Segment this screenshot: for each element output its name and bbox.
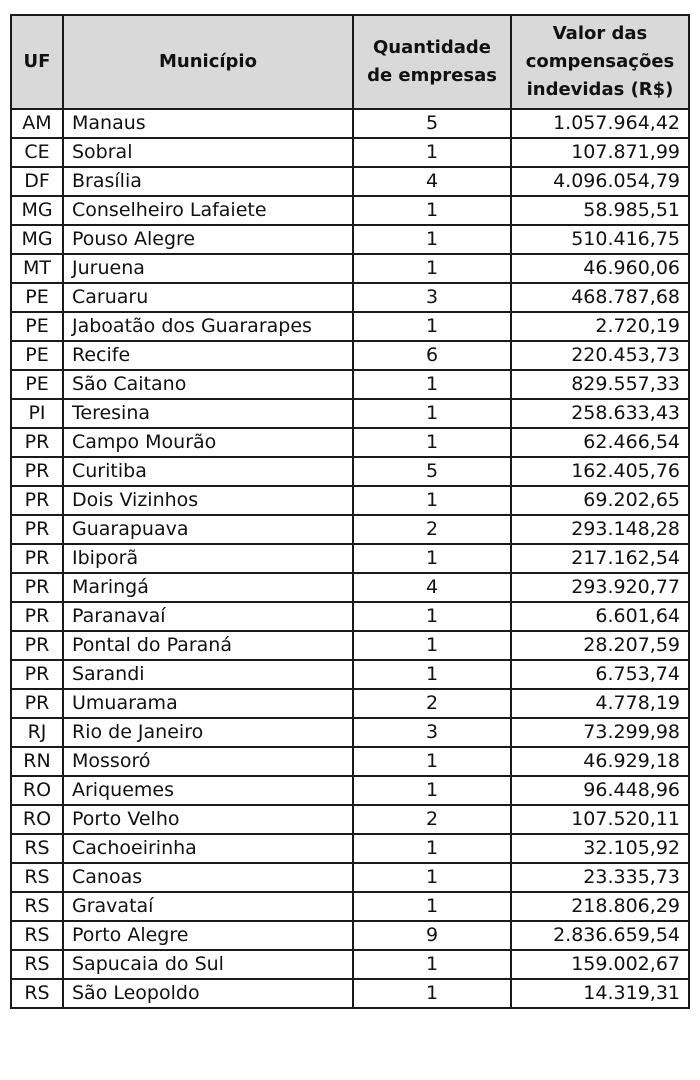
cell-valor: 23.335,73 xyxy=(511,863,689,892)
table-row xyxy=(11,138,689,167)
cell-valor: 258.633,43 xyxy=(511,399,689,428)
cell-municipio: Conselheiro Lafaiete xyxy=(63,196,353,225)
cell-quantidade: 1 xyxy=(353,428,511,457)
cell-quantidade: 5 xyxy=(353,457,511,486)
header-uf: UF xyxy=(11,15,63,109)
cell-uf: PR xyxy=(11,660,63,689)
cell-municipio: Manaus xyxy=(63,109,353,138)
header-quantidade-line2: de empresas xyxy=(367,65,497,86)
table-row xyxy=(11,921,689,950)
header-valor xyxy=(511,15,689,109)
header-quantidade-line1: Quantidade xyxy=(373,37,491,58)
cell-uf: PR xyxy=(11,631,63,660)
header-row xyxy=(11,15,689,109)
cell-valor: 468.787,68 xyxy=(511,283,689,312)
cell-quantidade: 3 xyxy=(353,718,511,747)
cell-municipio: Paranavaí xyxy=(63,602,353,631)
cell-valor: 293.920,77 xyxy=(511,573,689,602)
cell-quantidade: 1 xyxy=(353,254,511,283)
cell-municipio: Juruena xyxy=(63,254,353,283)
cell-municipio: Sarandi xyxy=(63,660,353,689)
cell-municipio: Mossoró xyxy=(63,747,353,776)
table-row xyxy=(11,950,689,979)
cell-quantidade: 1 xyxy=(353,312,511,341)
header-valor-line1: Valor das xyxy=(552,23,648,44)
cell-uf: MG xyxy=(11,225,63,254)
cell-quantidade: 4 xyxy=(353,167,511,196)
table-row xyxy=(11,718,689,747)
cell-uf: PE xyxy=(11,370,63,399)
table-row xyxy=(11,167,689,196)
cell-uf: RO xyxy=(11,805,63,834)
table-row xyxy=(11,283,689,312)
table-row xyxy=(11,776,689,805)
cell-quantidade: 2 xyxy=(353,515,511,544)
cell-valor: 73.299,98 xyxy=(511,718,689,747)
cell-valor: 217.162,54 xyxy=(511,544,689,573)
table-row xyxy=(11,341,689,370)
cell-quantidade: 1 xyxy=(353,950,511,979)
table-row xyxy=(11,428,689,457)
cell-municipio: Curitiba xyxy=(63,457,353,486)
cell-uf: RS xyxy=(11,950,63,979)
cell-uf: PE xyxy=(11,312,63,341)
table-row xyxy=(11,370,689,399)
cell-municipio: Pontal do Paraná xyxy=(63,631,353,660)
cell-quantidade: 4 xyxy=(353,573,511,602)
cell-municipio: Campo Mourão xyxy=(63,428,353,457)
cell-valor: 58.985,51 xyxy=(511,196,689,225)
cell-municipio: Jaboatão dos Guararapes xyxy=(63,312,353,341)
table-row xyxy=(11,602,689,631)
cell-valor: 218.806,29 xyxy=(511,892,689,921)
cell-municipio: São Leopoldo xyxy=(63,979,353,1008)
cell-uf: RO xyxy=(11,776,63,805)
cell-valor: 69.202,65 xyxy=(511,486,689,515)
cell-valor: 14.319,31 xyxy=(511,979,689,1008)
table-row xyxy=(11,312,689,341)
cell-uf: MT xyxy=(11,254,63,283)
cell-valor: 4.778,19 xyxy=(511,689,689,718)
table-row xyxy=(11,486,689,515)
table-row xyxy=(11,254,689,283)
table-body xyxy=(11,109,689,1008)
table-row xyxy=(11,689,689,718)
cell-municipio: Ibiporã xyxy=(63,544,353,573)
cell-quantidade: 1 xyxy=(353,979,511,1008)
table-row xyxy=(11,457,689,486)
table-row xyxy=(11,196,689,225)
cell-quantidade: 2 xyxy=(353,689,511,718)
table-row xyxy=(11,863,689,892)
table-row xyxy=(11,225,689,254)
cell-quantidade: 1 xyxy=(353,660,511,689)
cell-quantidade: 1 xyxy=(353,225,511,254)
cell-municipio: Rio de Janeiro xyxy=(63,718,353,747)
cell-municipio: Dois Vizinhos xyxy=(63,486,353,515)
cell-quantidade: 1 xyxy=(353,196,511,225)
cell-quantidade: 1 xyxy=(353,486,511,515)
table-row xyxy=(11,660,689,689)
cell-quantidade: 1 xyxy=(353,892,511,921)
cell-quantidade: 1 xyxy=(353,631,511,660)
cell-quantidade: 1 xyxy=(353,399,511,428)
cell-quantidade: 2 xyxy=(353,805,511,834)
cell-uf: RS xyxy=(11,834,63,863)
cell-uf: PR xyxy=(11,573,63,602)
cell-valor: 96.448,96 xyxy=(511,776,689,805)
cell-municipio: Cachoeirinha xyxy=(63,834,353,863)
cell-valor: 2.836.659,54 xyxy=(511,921,689,950)
cell-municipio: Sobral xyxy=(63,138,353,167)
cell-valor: 220.453,73 xyxy=(511,341,689,370)
table-row xyxy=(11,834,689,863)
cell-quantidade: 1 xyxy=(353,834,511,863)
cell-uf: RS xyxy=(11,892,63,921)
table-row xyxy=(11,399,689,428)
cell-valor: 62.466,54 xyxy=(511,428,689,457)
cell-quantidade: 1 xyxy=(353,370,511,399)
cell-quantidade: 1 xyxy=(353,138,511,167)
cell-quantidade: 1 xyxy=(353,747,511,776)
cell-municipio: Pouso Alegre xyxy=(63,225,353,254)
cell-municipio: Recife xyxy=(63,341,353,370)
table-row xyxy=(11,805,689,834)
compensations-table xyxy=(10,14,690,1009)
cell-uf: RN xyxy=(11,747,63,776)
cell-valor: 162.405,76 xyxy=(511,457,689,486)
cell-municipio: Guarapuava xyxy=(63,515,353,544)
cell-valor: 293.148,28 xyxy=(511,515,689,544)
cell-quantidade: 9 xyxy=(353,921,511,950)
header-valor-line3: indevidas (R$) xyxy=(526,79,674,100)
cell-municipio: Gravataí xyxy=(63,892,353,921)
cell-uf: CE xyxy=(11,138,63,167)
cell-valor: 46.929,18 xyxy=(511,747,689,776)
cell-quantidade: 3 xyxy=(353,283,511,312)
compensations-table-container xyxy=(10,14,688,1009)
cell-municipio: Caruaru xyxy=(63,283,353,312)
cell-valor: 32.105,92 xyxy=(511,834,689,863)
cell-uf: RS xyxy=(11,979,63,1008)
table-row xyxy=(11,979,689,1008)
cell-valor: 46.960,06 xyxy=(511,254,689,283)
cell-uf: MG xyxy=(11,196,63,225)
cell-uf: AM xyxy=(11,109,63,138)
cell-uf: PR xyxy=(11,486,63,515)
table-row xyxy=(11,573,689,602)
cell-valor: 4.096.054,79 xyxy=(511,167,689,196)
table-row xyxy=(11,515,689,544)
cell-quantidade: 1 xyxy=(353,863,511,892)
cell-municipio: Ariquemes xyxy=(63,776,353,805)
cell-uf: PI xyxy=(11,399,63,428)
cell-quantidade: 1 xyxy=(353,602,511,631)
header-municipio: Município xyxy=(63,15,353,109)
cell-valor: 2.720,19 xyxy=(511,312,689,341)
table-row xyxy=(11,631,689,660)
cell-municipio: Porto Velho xyxy=(63,805,353,834)
table-row xyxy=(11,892,689,921)
cell-valor: 107.520,11 xyxy=(511,805,689,834)
cell-uf: PR xyxy=(11,428,63,457)
cell-uf: DF xyxy=(11,167,63,196)
cell-valor: 1.057.964,42 xyxy=(511,109,689,138)
cell-uf: PR xyxy=(11,457,63,486)
cell-quantidade: 1 xyxy=(353,776,511,805)
cell-municipio: Porto Alegre xyxy=(63,921,353,950)
cell-municipio: Brasília xyxy=(63,167,353,196)
cell-uf: PE xyxy=(11,283,63,312)
cell-uf: PE xyxy=(11,341,63,370)
cell-uf: PR xyxy=(11,689,63,718)
cell-municipio: Umuarama xyxy=(63,689,353,718)
header-quantidade xyxy=(353,15,511,109)
cell-valor: 829.557,33 xyxy=(511,370,689,399)
table-row xyxy=(11,544,689,573)
cell-valor: 28.207,59 xyxy=(511,631,689,660)
cell-valor: 6.601,64 xyxy=(511,602,689,631)
cell-uf: RJ xyxy=(11,718,63,747)
cell-quantidade: 1 xyxy=(353,544,511,573)
cell-valor: 159.002,67 xyxy=(511,950,689,979)
cell-municipio: Maringá xyxy=(63,573,353,602)
cell-valor: 6.753,74 xyxy=(511,660,689,689)
cell-uf: PR xyxy=(11,515,63,544)
cell-quantidade: 5 xyxy=(353,109,511,138)
cell-municipio: São Caitano xyxy=(63,370,353,399)
cell-quantidade: 6 xyxy=(353,341,511,370)
table-row xyxy=(11,109,689,138)
cell-uf: RS xyxy=(11,863,63,892)
cell-valor: 107.871,99 xyxy=(511,138,689,167)
cell-municipio: Teresina xyxy=(63,399,353,428)
header-valor-line2: compensações xyxy=(525,51,675,72)
cell-municipio: Sapucaia do Sul xyxy=(63,950,353,979)
cell-municipio: Canoas xyxy=(63,863,353,892)
table-row xyxy=(11,747,689,776)
table-header xyxy=(11,15,689,109)
cell-uf: PR xyxy=(11,602,63,631)
cell-uf: PR xyxy=(11,544,63,573)
cell-valor: 510.416,75 xyxy=(511,225,689,254)
cell-uf: RS xyxy=(11,921,63,950)
